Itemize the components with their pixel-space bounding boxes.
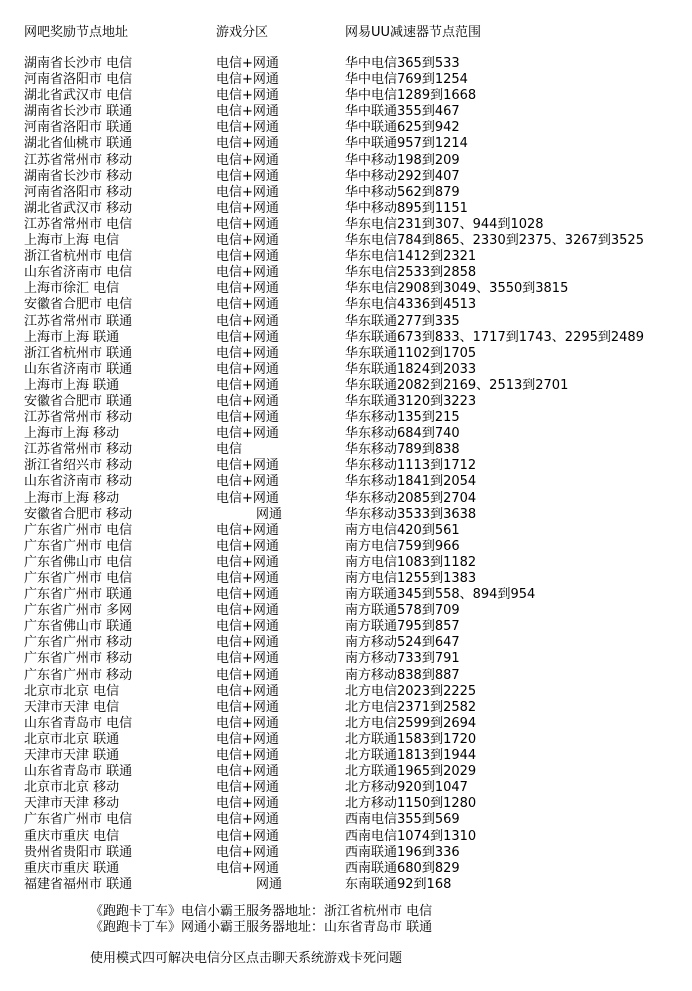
cell-uu-node-range: 南方移动733到791 <box>345 651 460 667</box>
cell-game-zone: 电信+网通 <box>216 522 279 538</box>
cell-game-zone: 电信+网通 <box>216 651 279 667</box>
cell-uu-node-range: 华东电信1412到2321 <box>345 249 477 265</box>
cell-uu-node-range: 北方联通1813到1944 <box>345 748 477 764</box>
cell-game-zone: 电信+网通 <box>216 860 279 876</box>
table-row <box>0 233 692 249</box>
cell-game-zone: 电信+网通 <box>216 474 279 490</box>
cell-node-address: 广东省广州市 联通 <box>24 587 133 603</box>
cell-game-zone: 电信+网通 <box>216 184 279 200</box>
cell-node-address: 上海市上海 联通 <box>24 377 120 393</box>
cell-node-address: 广东省广州市 电信 <box>24 812 133 828</box>
table-row <box>0 120 692 136</box>
cell-uu-node-range: 华东电信2908到3049、3550到3815 <box>345 281 569 297</box>
cell-game-zone: 电信+网通 <box>216 554 279 570</box>
cell-uu-node-range: 华中移动292到407 <box>345 168 460 184</box>
table-row <box>0 185 692 201</box>
cell-node-address: 安徽省合肥市 联通 <box>24 393 133 409</box>
cell-uu-node-range: 南方联通345到558、894到954 <box>345 587 536 603</box>
cell-node-address: 湖南省长沙市 移动 <box>24 168 133 184</box>
cell-game-zone: 电信+网通 <box>216 844 279 860</box>
cell-uu-node-range: 西南电信355到569 <box>345 812 460 828</box>
table-row <box>0 668 692 684</box>
cell-node-address: 湖北省仙桃市 联通 <box>24 136 133 152</box>
cell-node-address: 山东省青岛市 联通 <box>24 764 133 780</box>
footer-server-telecom: 《跑跑卡丁车》电信小霸王服务器地址：浙江省杭州市 电信 <box>90 904 433 919</box>
cell-node-address: 广东省广州市 多网 <box>24 603 133 619</box>
cell-uu-node-range: 南方电信759到966 <box>345 538 460 554</box>
cell-node-address: 上海市上海 移动 <box>24 490 120 506</box>
cell-node-address: 贵州省贵阳市 联通 <box>24 844 133 860</box>
cell-game-zone: 电信+网通 <box>216 297 279 313</box>
cell-uu-node-range: 华中电信1289到1668 <box>345 88 477 104</box>
cell-uu-node-range: 华东电信784到865、2330到2375、3267到3525 <box>345 233 644 249</box>
cell-uu-node-range: 北方移动920到1047 <box>345 780 468 796</box>
header-game-zone: 游戏分区 <box>216 25 269 40</box>
cell-uu-node-range: 华中联通355到467 <box>345 104 460 120</box>
table-row <box>0 426 692 442</box>
cell-node-address: 浙江省绍兴市 移动 <box>24 458 133 474</box>
cell-node-address: 北京市北京 联通 <box>24 731 120 747</box>
cell-node-address: 广东省广州市 移动 <box>24 651 133 667</box>
table-row <box>0 297 692 313</box>
cell-uu-node-range: 华东联通277到335 <box>345 313 460 329</box>
cell-node-address: 山东省济南市 移动 <box>24 474 133 490</box>
cell-node-address: 上海市上海 联通 <box>24 329 120 345</box>
cell-uu-node-range: 华中移动895到1151 <box>345 200 468 216</box>
cell-node-address: 安徽省合肥市 电信 <box>24 297 133 313</box>
cell-node-address: 湖北省武汉市 移动 <box>24 200 133 216</box>
table-row <box>0 104 692 120</box>
cell-node-address: 江苏省常州市 移动 <box>24 442 133 458</box>
cell-uu-node-range: 北方移动1150到1280 <box>345 796 477 812</box>
cell-node-address: 湖南省长沙市 联通 <box>24 104 133 120</box>
table-row <box>0 523 692 539</box>
cell-game-zone: 电信+网通 <box>216 393 279 409</box>
cell-node-address: 江苏省常州市 移动 <box>24 152 133 168</box>
cell-game-zone: 电信+网通 <box>216 490 279 506</box>
cell-game-zone: 电信+网通 <box>216 538 279 554</box>
cell-uu-node-range: 北方电信2371到2582 <box>345 699 477 715</box>
cell-game-zone: 电信+网通 <box>216 715 279 731</box>
cell-node-address: 浙江省杭州市 联通 <box>24 345 133 361</box>
table-header <box>0 24 692 42</box>
cell-node-address: 重庆市重庆 电信 <box>24 828 120 844</box>
table-row <box>0 217 692 233</box>
cell-game-zone: 电信+网通 <box>216 426 279 442</box>
table-row <box>0 700 692 716</box>
cell-uu-node-range: 北方联通1583到1720 <box>345 731 477 747</box>
cell-game-zone: 电信+网通 <box>216 619 279 635</box>
table-row <box>0 281 692 297</box>
cell-game-zone: 电信+网通 <box>216 828 279 844</box>
table-row <box>0 410 692 426</box>
table-row <box>0 829 692 845</box>
table-row <box>0 555 692 571</box>
cell-node-address: 湖南省长沙市 电信 <box>24 56 133 71</box>
cell-uu-node-range: 华中电信365到533 <box>345 56 460 71</box>
table-row <box>0 651 692 667</box>
table-row <box>0 748 692 764</box>
cell-game-zone: 电信+网通 <box>216 168 279 184</box>
table-row <box>0 619 692 635</box>
cell-uu-node-range: 华中移动198到209 <box>345 152 460 168</box>
cell-node-address: 上海市徐汇 电信 <box>24 281 120 297</box>
table-row <box>0 491 692 507</box>
cell-node-address: 河南省洛阳市 移动 <box>24 184 133 200</box>
cell-uu-node-range: 华东移动135到215 <box>345 410 460 426</box>
table-row <box>0 780 692 796</box>
cell-uu-node-range: 西南联通680到829 <box>345 860 460 876</box>
cell-node-address: 广东省广州市 电信 <box>24 522 133 538</box>
cell-game-zone: 电信+网通 <box>216 731 279 747</box>
footer-tip: 使用模式四可解决电信分区点击聊天系统游戏卡死问题 <box>90 951 403 966</box>
cell-game-zone: 电信+网通 <box>216 281 279 297</box>
table-row <box>0 442 692 458</box>
cell-game-zone: 电信+网通 <box>216 410 279 426</box>
table-row <box>0 314 692 330</box>
table-row <box>0 249 692 265</box>
cell-node-address: 广东省佛山市 联通 <box>24 619 133 635</box>
table-row <box>0 507 692 523</box>
cell-game-zone: 电信+网通 <box>216 216 279 232</box>
header-uu-node-range: 网易UU减速器节点范围 <box>345 25 482 40</box>
cell-uu-node-range: 南方电信1083到1182 <box>345 554 477 570</box>
table-row <box>0 587 692 603</box>
cell-game-zone: 电信+网通 <box>216 780 279 796</box>
table-row <box>0 378 692 394</box>
cell-game-zone: 电信+网通 <box>216 200 279 216</box>
cell-uu-node-range: 南方联通578到709 <box>345 603 460 619</box>
table-row <box>0 169 692 185</box>
cell-game-zone: 电信+网通 <box>216 120 279 136</box>
cell-node-address: 广东省广州市 电信 <box>24 538 133 554</box>
cell-uu-node-range: 南方电信420到561 <box>345 522 460 538</box>
table-row <box>0 362 692 378</box>
cell-game-zone: 电信+网通 <box>216 313 279 329</box>
cell-uu-node-range: 南方移动838到887 <box>345 667 460 683</box>
table-row <box>0 796 692 812</box>
cell-node-address: 上海市上海 电信 <box>24 233 120 249</box>
cell-game-zone: 电信+网通 <box>216 667 279 683</box>
cell-node-address: 湖北省武汉市 电信 <box>24 88 133 104</box>
cell-game-zone: 电信+网通 <box>216 571 279 586</box>
cell-game-zone: 电信+网通 <box>216 458 279 474</box>
node-table <box>0 56 692 893</box>
cell-game-zone: 电信+网通 <box>216 796 279 812</box>
table-row <box>0 330 692 346</box>
cell-uu-node-range: 华东移动3533到3638 <box>345 506 477 522</box>
cell-uu-node-range: 华东移动2085到2704 <box>345 490 477 506</box>
table-row <box>0 458 692 474</box>
cell-node-address: 山东省青岛市 电信 <box>24 715 133 731</box>
footer-server-netcom: 《跑跑卡丁车》网通小霸王服务器地址：山东省青岛市 联通 <box>90 920 433 935</box>
cell-game-zone: 电信+网通 <box>216 812 279 828</box>
table-row <box>0 571 692 587</box>
cell-uu-node-range: 华中联通625到942 <box>345 120 460 136</box>
cell-game-zone: 电信+网通 <box>216 233 279 249</box>
cell-node-address: 福建省福州市 联通 <box>24 876 133 892</box>
cell-game-zone: 电信+网通 <box>216 764 279 780</box>
cell-uu-node-range: 华东移动1113到1712 <box>345 458 477 474</box>
table-row <box>0 474 692 490</box>
table-row <box>0 877 692 893</box>
cell-game-zone: 网通 <box>256 876 283 892</box>
table-row <box>0 136 692 152</box>
cell-uu-node-range: 华东电信2533到2858 <box>345 265 477 281</box>
cell-node-address: 河南省洛阳市 联通 <box>24 120 133 136</box>
cell-game-zone: 电信+网通 <box>216 683 279 699</box>
header-node-address: 网吧奖励节点地址 <box>24 25 129 40</box>
cell-game-zone: 网通 <box>256 506 283 522</box>
cell-node-address: 重庆市重庆 联通 <box>24 860 120 876</box>
table-row <box>0 346 692 362</box>
cell-game-zone: 电信+网通 <box>216 152 279 168</box>
cell-uu-node-range: 华东移动684到740 <box>345 426 460 442</box>
cell-game-zone: 电信 <box>216 442 243 458</box>
cell-node-address: 山东省济南市 电信 <box>24 265 133 281</box>
cell-uu-node-range: 华东联通1102到1705 <box>345 345 477 361</box>
cell-uu-node-range: 华东联通2082到2169、2513到2701 <box>345 377 569 393</box>
cell-game-zone: 电信+网通 <box>216 699 279 715</box>
cell-game-zone: 电信+网通 <box>216 136 279 152</box>
cell-uu-node-range: 华中电信769到1254 <box>345 72 468 88</box>
table-row <box>0 265 692 281</box>
table-row <box>0 153 692 169</box>
table-row <box>0 732 692 748</box>
cell-node-address: 广东省佛山市 电信 <box>24 554 133 570</box>
cell-game-zone: 电信+网通 <box>216 88 279 104</box>
cell-node-address: 江苏省常州市 联通 <box>24 313 133 329</box>
table-row <box>0 764 692 780</box>
cell-uu-node-range: 华东联通3120到3223 <box>345 393 477 409</box>
table-row <box>0 539 692 555</box>
cell-uu-node-range: 华东移动789到838 <box>345 442 460 458</box>
cell-uu-node-range: 华东联通673到833、1717到1743、2295到2489 <box>345 329 644 345</box>
table-row <box>0 812 692 828</box>
cell-uu-node-range: 华东移动1841到2054 <box>345 474 477 490</box>
cell-uu-node-range: 华东电信4336到4513 <box>345 297 477 313</box>
table-row <box>0 861 692 877</box>
table-row <box>0 635 692 651</box>
cell-game-zone: 电信+网通 <box>216 345 279 361</box>
cell-game-zone: 电信+网通 <box>216 249 279 265</box>
cell-uu-node-range: 华东联通1824到2033 <box>345 361 477 377</box>
cell-node-address: 北京市北京 电信 <box>24 683 120 699</box>
table-row <box>0 88 692 104</box>
table-row <box>0 603 692 619</box>
cell-game-zone: 电信+网通 <box>216 329 279 345</box>
cell-game-zone: 电信+网通 <box>216 635 279 651</box>
cell-uu-node-range: 西南电信1074到1310 <box>345 828 477 844</box>
cell-uu-node-range: 南方电信1255到1383 <box>345 571 477 586</box>
cell-game-zone: 电信+网通 <box>216 361 279 377</box>
cell-game-zone: 电信+网通 <box>216 104 279 120</box>
cell-game-zone: 电信+网通 <box>216 748 279 764</box>
cell-node-address: 江苏省常州市 电信 <box>24 216 133 232</box>
cell-game-zone: 电信+网通 <box>216 377 279 393</box>
cell-uu-node-range: 东南联通92到168 <box>345 876 452 892</box>
cell-uu-node-range: 北方电信2023到2225 <box>345 683 477 699</box>
cell-node-address: 山东省济南市 联通 <box>24 361 133 377</box>
cell-node-address: 广东省广州市 电信 <box>24 571 133 586</box>
cell-node-address: 广东省广州市 移动 <box>24 635 133 651</box>
cell-node-address: 广东省广州市 移动 <box>24 667 133 683</box>
cell-uu-node-range: 南方移动524到647 <box>345 635 460 651</box>
cell-uu-node-range: 西南联通196到336 <box>345 844 460 860</box>
table-row <box>0 201 692 217</box>
cell-node-address: 天津市天津 联通 <box>24 748 120 764</box>
cell-game-zone: 电信+网通 <box>216 603 279 619</box>
cell-node-address: 江苏省常州市 移动 <box>24 410 133 426</box>
cell-node-address: 安徽省合肥市 移动 <box>24 506 133 522</box>
table-row <box>0 716 692 732</box>
cell-uu-node-range: 南方联通795到857 <box>345 619 460 635</box>
cell-game-zone: 电信+网通 <box>216 587 279 603</box>
table-row <box>0 56 692 72</box>
cell-game-zone: 电信+网通 <box>216 72 279 88</box>
cell-node-address: 上海市上海 移动 <box>24 426 120 442</box>
cell-node-address: 天津市天津 电信 <box>24 699 120 715</box>
table-row <box>0 72 692 88</box>
cell-node-address: 天津市天津 移动 <box>24 796 120 812</box>
cell-game-zone: 电信+网通 <box>216 265 279 281</box>
cell-uu-node-range: 华中联通957到1214 <box>345 136 468 152</box>
table-row <box>0 845 692 861</box>
cell-game-zone: 电信+网通 <box>216 56 279 71</box>
cell-uu-node-range: 华东电信231到307、944到1028 <box>345 216 544 232</box>
cell-uu-node-range: 华中移动562到879 <box>345 184 460 200</box>
table-row <box>0 684 692 700</box>
cell-uu-node-range: 北方联通1965到2029 <box>345 764 477 780</box>
cell-node-address: 浙江省杭州市 电信 <box>24 249 133 265</box>
cell-node-address: 北京市北京 移动 <box>24 780 120 796</box>
cell-uu-node-range: 北方电信2599到2694 <box>345 715 477 731</box>
table-row <box>0 394 692 410</box>
cell-node-address: 河南省洛阳市 电信 <box>24 72 133 88</box>
